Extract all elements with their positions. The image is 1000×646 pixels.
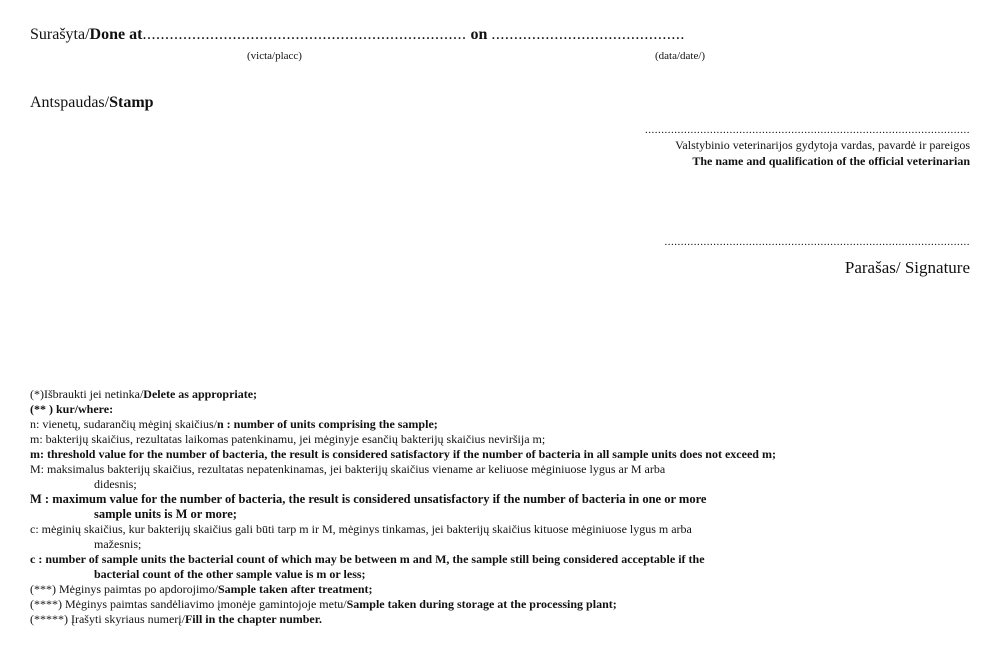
footnote-n bbox=[30, 417, 970, 432]
done-at-place-field[interactable]: ........................................................................ bbox=[142, 26, 467, 43]
footnote-text: (*)Išbraukti jei netinka/ bbox=[30, 387, 144, 401]
footnote-c-en-cont: bacterial count of the other sample value is m or less; bbox=[94, 567, 366, 581]
footnote-after-treatment bbox=[30, 582, 970, 597]
vet-caption-en: The name and qualification of the official veterinarian bbox=[692, 154, 970, 168]
footnote-storage bbox=[30, 597, 970, 612]
footnote-m-en: m: threshold value for the number of bacteria, the result is considered satisfactory if the number of bacteria in all sample units does not exceed m; bbox=[30, 447, 776, 461]
footnote-M-en: M : maximum value for the number of bacteria, the result is considered unsatisfactory if the number of bacteria in one or more bbox=[30, 492, 707, 506]
footnote-M-lt-cont: didesnis; bbox=[94, 477, 137, 491]
stamp-label: Antspaudas/ bbox=[30, 94, 110, 111]
footnote-M-en-cont: sample units is M or more; bbox=[94, 507, 237, 521]
footnote-c-en: c : number of sample units the bacterial count of which may be between m and M, the sample still being considered acceptable if the bbox=[30, 552, 705, 566]
footnote-text-en: Sample taken after treatment; bbox=[217, 582, 373, 596]
signature-label: Parašas/ Signature bbox=[844, 258, 970, 277]
footnote-text: (****) Mėginys paimtas sandėliavimo įmonėje gamintojoje metu/ bbox=[30, 597, 347, 611]
signature-field[interactable]: .............................................................................................. bbox=[664, 236, 970, 248]
footnote-text: n: vienetų, sudarančių mėginį skaičius/ bbox=[30, 417, 217, 431]
footnote-m-lt: m: bakterijų skaičius, rezultatas laikomas patenkinamu, jei mėginyje esančių bakterijų skaičius neviršija m; bbox=[30, 432, 546, 446]
footnotes bbox=[30, 387, 970, 627]
done-at-line bbox=[30, 26, 685, 44]
footnote-text: (***) Mėginys paimtas po apdorojimo/ bbox=[30, 582, 218, 596]
footnote-text-en: Sample taken during storage at the processing plant; bbox=[346, 597, 617, 611]
done-at-label-en: Done at bbox=[89, 26, 143, 43]
done-at-label: Surašyta/ bbox=[30, 26, 90, 43]
footnote-c-lt-cont: mažesnis; bbox=[94, 537, 142, 551]
stamp-label-line bbox=[30, 94, 154, 112]
vet-name-field[interactable]: .................................................................................................... bbox=[645, 124, 970, 136]
footnote-marker: (** ) bbox=[30, 402, 56, 416]
footnote-text-en: Fill in the chapter number. bbox=[184, 612, 322, 626]
footnote-text: (*****) Įrašyti skyriaus numerį/ bbox=[30, 612, 185, 626]
vet-caption-lt: Valstybinio veterinarijos gydytoja vardas, pavardė ir pareigos bbox=[675, 138, 970, 152]
footnote-text-en: n : number of units comprising the sample; bbox=[216, 417, 438, 431]
footnote-c-lt: c: mėginių skaičius, kur bakterijų skaičius gali būti tarp m ir M, mėginys tinkamas, jei bakterijų skaičius kituose mėginiuose lygus m arba bbox=[30, 522, 692, 536]
place-hint: (victa/placc) bbox=[247, 50, 302, 62]
footnote-chapter bbox=[30, 612, 970, 627]
on-label: on bbox=[470, 26, 488, 43]
done-at-date-field[interactable]: ........................................... bbox=[491, 26, 685, 43]
date-hint: (data/date/) bbox=[655, 50, 706, 62]
footnote-where bbox=[30, 402, 970, 417]
footnote-M-lt: M: maksimalus bakterijų skaičius, rezultatas nepatenkinamas, jei bakterijų skaičius viename ar keliuose mėginiuose lygus ar M arba bbox=[30, 462, 666, 476]
footnote-text-en: Delete as appropriate; bbox=[143, 387, 258, 401]
footnote-delete bbox=[30, 387, 970, 402]
stamp-label-en: Stamp bbox=[109, 94, 154, 111]
footnote-text-en: kur/where: bbox=[56, 402, 114, 416]
